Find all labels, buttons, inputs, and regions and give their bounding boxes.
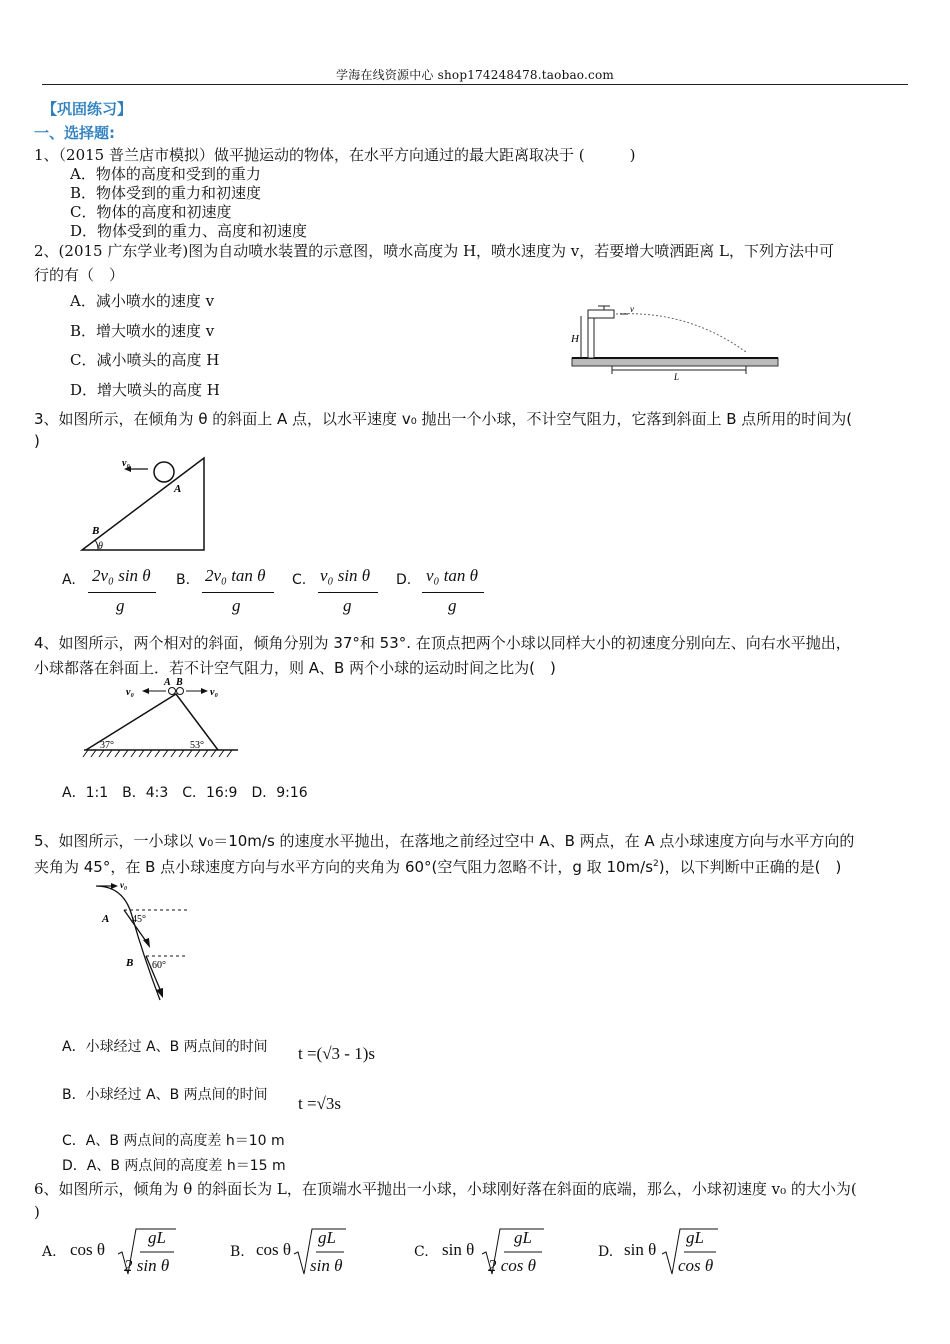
q6-option-a-letter: A. xyxy=(42,1244,57,1260)
q6-option-b-prefix: cos θ xyxy=(256,1240,292,1259)
ball-b xyxy=(177,688,184,695)
ball xyxy=(154,462,174,482)
q6-stem-line1: 6、如图所示，倾角为 θ 的斜面长为 L，在顶端水平抛出一小球，小球刚好落在斜面的底端，那么，小球初速度 v₀ 的大小为( xyxy=(34,1180,857,1198)
q2-option-a: A．减小喷水的速度 v xyxy=(70,292,215,310)
q5-option-c: C．A、B 两点间的高度差 h＝10 m xyxy=(62,1133,285,1149)
header-divider xyxy=(42,84,908,85)
q6-stem-line2: ) xyxy=(34,1203,40,1221)
q3-option-a-denominator: g xyxy=(116,596,125,615)
q6-option-c-letter: C. xyxy=(414,1244,429,1260)
q3-option-c-numerator: v₀ sin θ xyxy=(320,566,371,585)
q3-option-d-fraction-bar xyxy=(422,592,484,593)
q5-option-b-formula: t =√3s xyxy=(298,1094,342,1113)
q3-option-b-denominator: g xyxy=(232,596,241,615)
fig-label-v0: v₀ xyxy=(122,458,130,469)
fig-label-37: 37° xyxy=(100,740,114,751)
q3-option-b-letter: B. xyxy=(176,572,191,588)
q3-incline-figure xyxy=(78,452,218,556)
water-trajectory xyxy=(616,314,746,352)
q3-option-a-letter: A. xyxy=(62,572,76,588)
q1-option-c: C．物体的高度和初速度 xyxy=(70,203,232,221)
q3-option-c-fraction-bar xyxy=(318,592,378,593)
q2-option-b: B．增大喷水的速度 v xyxy=(70,322,215,340)
fig-label-A: A xyxy=(102,913,110,925)
q4-options: A．1:1 B．4:3 C．16:9 D．9:16 xyxy=(62,785,308,801)
q6-option-b-numerator: gL xyxy=(318,1228,336,1247)
section-label: 【巩固练习】 xyxy=(42,100,133,118)
q6-option-c-prefix: sin θ xyxy=(442,1240,475,1259)
q5-option-a: A．小球经过 A、B 两点间的时间 xyxy=(62,1039,268,1055)
fig-label-L: L xyxy=(674,372,680,380)
q6-option-b-denominator: sin θ xyxy=(310,1256,343,1275)
q2-sprinkler-figure xyxy=(568,300,783,380)
ball-a xyxy=(169,688,176,695)
trajectory-curve xyxy=(96,886,160,1000)
page-header: 学海在线资源中心 shop174248478.taobao.com xyxy=(336,68,614,82)
incline xyxy=(82,458,204,550)
q4-stem-line2: 小球都落在斜面上．若不计空气阻力，则 A、B 两个小球的运动时间之比为( ) xyxy=(34,659,556,677)
q5-option-d: D．A、B 两点间的高度差 h＝15 m xyxy=(62,1158,286,1174)
q6-option-d-denominator: cos θ xyxy=(678,1256,714,1275)
q3-stem-line1: 3、如图所示，在倾角为 θ 的斜面上 A 点，以水平速度 v₀ 抛出一个小球，不计空气阻力，它落到斜面上 B 点所用的时间为( xyxy=(34,410,853,428)
q1-stem: 1、（2015 普兰店市模拟）做平抛运动的物体，在水平方向通过的最大距离取决于 ( ) xyxy=(34,146,636,164)
q5-stem-line1: 5、如图所示，一小球以 v₀＝10m/s 的速度水平抛出，在落地之前经过空中 A、B 两点，在 A 点小球速度方向与水平方向的 xyxy=(34,832,855,850)
q6-option-d-prefix: sin θ xyxy=(624,1240,657,1259)
fig-label-A: A xyxy=(174,483,182,495)
q3-option-b-numerator: 2v₀ tan θ xyxy=(205,566,266,585)
q3-option-d-numerator: v₀ tan θ xyxy=(426,566,479,585)
q5-option-a-formula: t =(√3 - 1)s xyxy=(298,1044,375,1063)
fig-label-B: B xyxy=(126,957,134,969)
q1-option-b: B．物体受到的重力和初速度 xyxy=(70,184,262,202)
fig-label-H: H xyxy=(571,333,579,345)
q4-double-incline-figure xyxy=(82,676,242,764)
q2-stem-line2: 行的有（ ） xyxy=(34,266,125,284)
q1-option-d: D．物体受到的重力、高度和初速度 xyxy=(70,222,308,240)
q3-option-d-letter: D. xyxy=(396,572,412,588)
q4-stem-line1: 4、如图所示，两个相对的斜面，倾角分别为 37°和 53°. 在顶点把两个小球以同样大小的初速度分别向左、向右水平抛出， xyxy=(34,634,851,652)
q6-option-d-letter: D. xyxy=(598,1244,614,1260)
fig-label-A: A xyxy=(164,677,171,688)
fig-label-theta: θ xyxy=(98,541,103,552)
sprinkler-pipe xyxy=(588,312,594,358)
q5-option-b: B．小球经过 A、B 两点间的时间 xyxy=(62,1087,268,1103)
q6-option-a-denominator: 2 sin θ xyxy=(124,1256,170,1275)
q2-option-d: D．增大喷头的高度 H xyxy=(70,381,220,399)
q5-trajectory-figure xyxy=(96,878,206,1006)
q2-option-c: C．减小喷头的高度 H xyxy=(70,351,220,369)
q2-stem-line1: 2、(2015 广东学业考)图为自动喷水装置的示意图，喷水高度为 H，喷水速度为 v，若要增大喷洒距离 L，下列方法中可 xyxy=(34,242,835,260)
q6-option-c-denominator: 2 cos θ xyxy=(488,1256,537,1275)
q3-stem-line2: ) xyxy=(34,432,40,450)
q3-option-d-denominator: g xyxy=(448,596,457,615)
q6-option-d-numerator: gL xyxy=(686,1228,704,1247)
subsection-label: 一、选择题: xyxy=(34,124,115,142)
q5-stem-line2: 夹角为 45°，在 B 点小球速度方向与水平方向的夹角为 60°(空气阻力忽略不计，g 取 $10m/s^2$)，以下判断中正确的是( ) xyxy=(34,858,842,876)
sprinkler-nozzle xyxy=(588,310,614,318)
fig-label-45: 45° xyxy=(132,914,146,925)
fig-label-60: 60° xyxy=(152,960,166,971)
q3-option-b-fraction-bar xyxy=(202,592,274,593)
q6-option-a-numerator: gL xyxy=(148,1228,166,1247)
q3-option-a-fraction-bar xyxy=(88,592,156,593)
fig-label-B: B xyxy=(176,677,183,688)
fig-label-v0: v₀ xyxy=(120,880,128,890)
q3-option-a-numerator: 2v₀ sin θ xyxy=(92,566,151,585)
q6-option-b-letter: B. xyxy=(230,1244,245,1260)
ground xyxy=(572,358,778,366)
fig-label-v0-left: v₀ xyxy=(126,687,134,698)
q6-option-a-prefix: cos θ xyxy=(70,1240,106,1259)
q3-option-c-denominator: g xyxy=(343,596,352,615)
fig-label-53: 53° xyxy=(190,740,204,751)
q1-option-a: A．物体的高度和受到的重力 xyxy=(70,165,261,183)
q6-option-c-numerator: gL xyxy=(514,1228,532,1247)
fig-label-v0-right: v₀ xyxy=(210,687,218,698)
fig-label-v: v xyxy=(630,304,634,314)
q3-option-c-letter: C. xyxy=(292,572,307,588)
fig-label-B: B xyxy=(92,525,100,537)
